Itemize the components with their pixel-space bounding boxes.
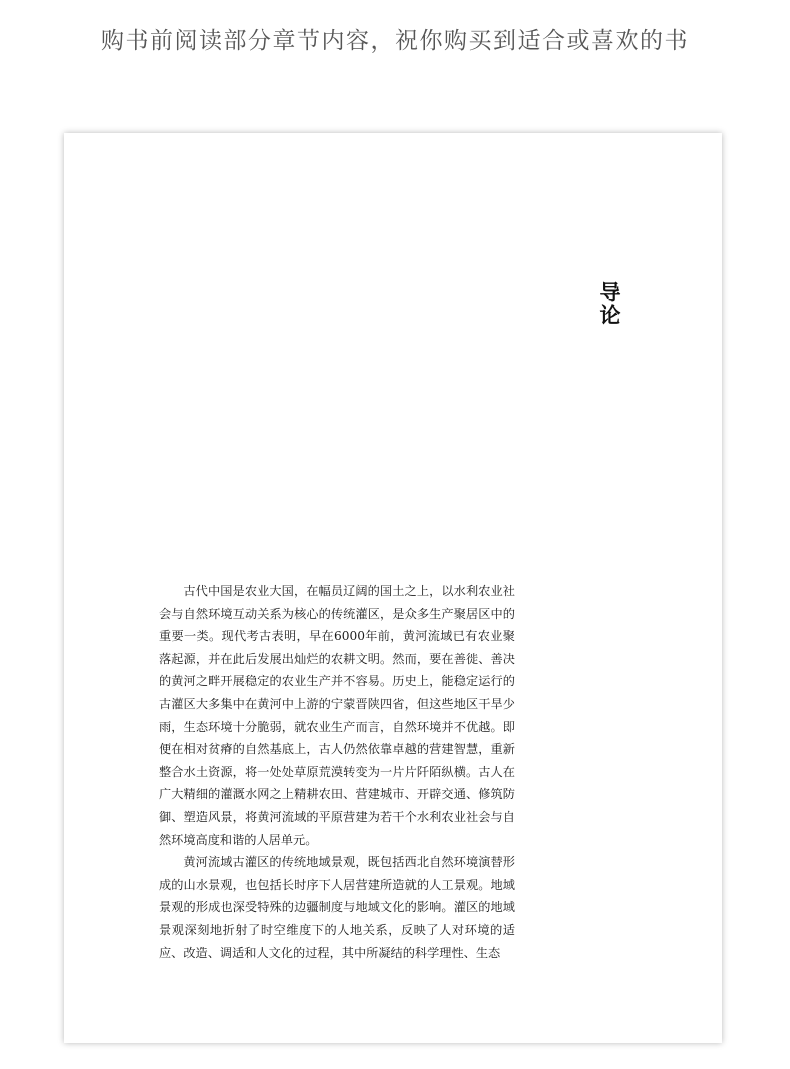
body-text [159,580,515,964]
promo-banner: 购书前阅读部分章节内容，祝你购买到适合或喜欢的书 [101,28,689,54]
paragraph: 古代中国是农业大国，在幅员辽阔的国土之上，以水利农业社会与自然环境互动关系为核心的传统灌区，是众多生产聚居区中的重要一类。现代考古表明，早在6000年前，黄河流域已有农业聚落起源，并在此后发展出灿烂的农耕文明。然而，要在善徙、善决的黄河之畔开展稳定的农业生产并不容易。历史上，能稳定运行的古灌区大多集中在黄河中上游的宁蒙晋陕四省，但这些地区干旱少雨，生态环境十分脆弱，就农业生产而言，自然环境并不优越。即便在相对贫瘠的自然基底上，古人仍然依靠卓越的营建智慧，重新整合水土资源，将一处处草原荒漠转变为一片片阡陌纵横。古人在广大精细的灌溉水网之上精耕农田、营建城市、开辟交通、修筑防御、塑造风景，将黄河流域的平原营建为若干个水利农业社会与自然环境高度和谐的人居单元。 [159,584,515,847]
chapter-title: 导论 [597,281,621,327]
book-page [64,133,722,1043]
paragraph: 黄河流域古灌区的传统地域景观，既包括西北自然环境演替形成的山水景观，也包括长时序下人居营建所造就的人工景观。地域景观的形成也深受特殊的边疆制度与地域文化的影响。灌区的地域景观深刻地折射了时空维度下的人地关系，反映了人对环境的适应、改造、调适和人文化的过程，其中所凝结的科学理性、生态 [159,855,515,960]
